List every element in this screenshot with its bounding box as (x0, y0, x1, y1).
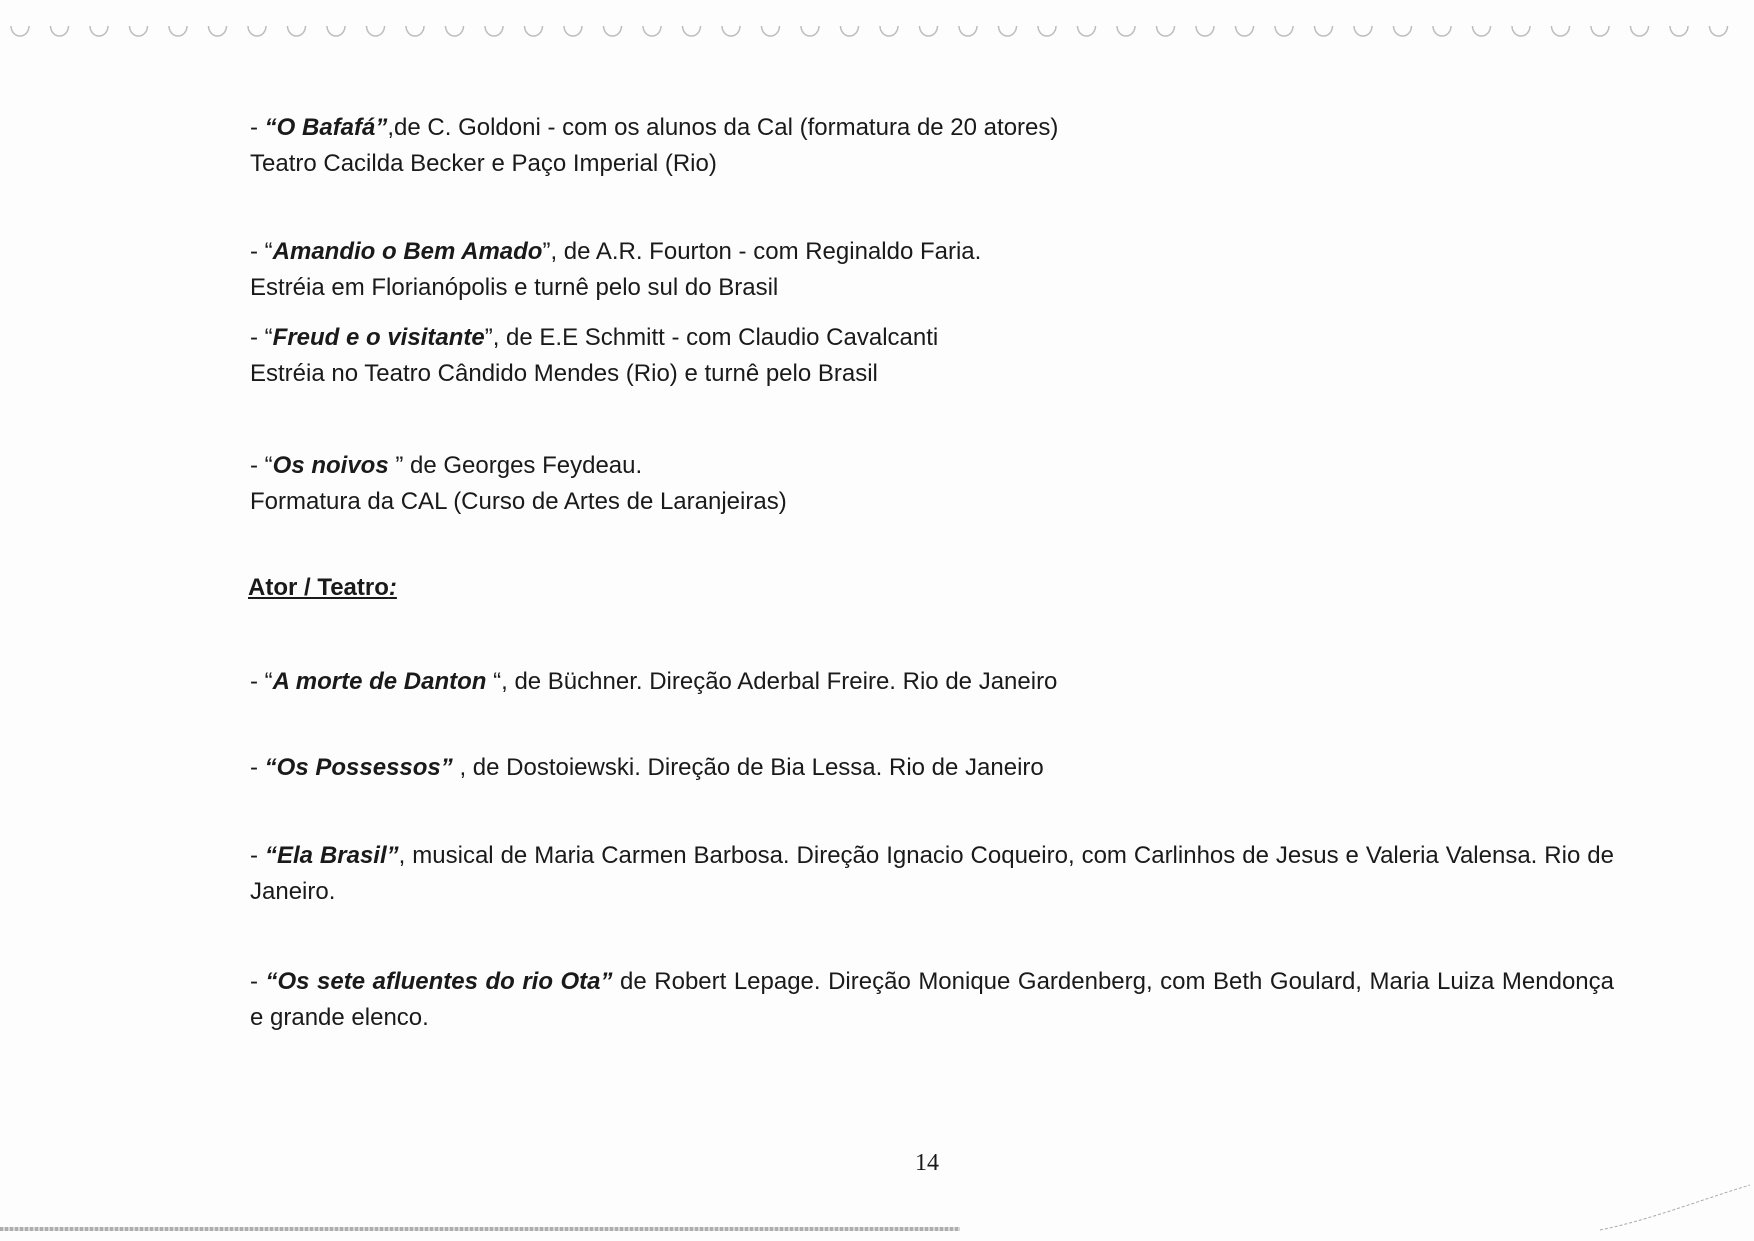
entry-prefix: - “ (250, 238, 273, 265)
binder-hole (1710, 26, 1728, 36)
entry-title: “O Bafafá” (264, 114, 388, 141)
binder-hole (1591, 26, 1609, 36)
entry-title: Amandio o Bem Amado (272, 238, 543, 265)
binder-hole (1236, 26, 1254, 36)
binder-hole (1433, 26, 1451, 36)
binder-hole (564, 26, 582, 36)
entry-title: A morte de Danton (272, 668, 494, 695)
entry-details: , musical de Maria Carmen Barbosa. Direção Ignacio Coqueiro, com Carlinhos de Jesus e Valeria Valensa. Rio de Janeiro. (250, 842, 1614, 905)
binder-hole (1670, 26, 1688, 36)
entry-amandio-o-bem-amado (250, 234, 981, 306)
binder-hole (288, 26, 306, 36)
entry-venue: Formatura da CAL (Curso de Artes de Laranjeiras) (250, 488, 787, 515)
binder-hole (841, 26, 859, 36)
binder-hole (1354, 26, 1372, 36)
section-heading-colon: : (388, 574, 397, 601)
entry-ela-brasil (250, 838, 1614, 910)
binder-hole (801, 26, 819, 36)
entry-venue: Teatro Cacilda Becker e Paço Imperial (Rio) (250, 150, 717, 177)
entry-title: “Os sete afluentes do rio Ota” (265, 968, 613, 995)
binder-hole (209, 26, 227, 36)
section-heading-ator-teatro (248, 570, 397, 606)
binder-hole (959, 26, 977, 36)
section-heading-text: Ator / Teatro (248, 574, 389, 601)
binder-hole (1473, 26, 1491, 36)
binder-hole (1117, 26, 1135, 36)
binder-hole (880, 26, 898, 36)
binder-hole (1394, 26, 1412, 36)
entry-prefix: - “ (250, 668, 273, 695)
binder-hole (1196, 26, 1214, 36)
binder-hole (485, 26, 503, 36)
binder-hole (51, 26, 69, 36)
entry-title: Freud e o visitante (272, 324, 485, 351)
binder-hole (762, 26, 780, 36)
scan-bottom-edge (0, 1227, 960, 1231)
binder-hole (525, 26, 543, 36)
binder-hole (248, 26, 266, 36)
entry-prefix: - (250, 114, 265, 141)
entry-freud-e-o-visitante (250, 320, 938, 392)
binder-hole (1038, 26, 1056, 36)
binder-hole (446, 26, 464, 36)
binder-hole (1315, 26, 1333, 36)
binder-holes-decoration (0, 4, 1754, 54)
entry-os-possessos (250, 750, 1044, 786)
entry-prefix: - “ (250, 324, 273, 351)
binder-hole (1275, 26, 1293, 36)
binder-hole (1157, 26, 1175, 36)
page-corner-curl (1590, 1180, 1754, 1241)
entry-title: Os noivos (272, 452, 396, 479)
binder-hole (367, 26, 385, 36)
binder-hole (1552, 26, 1570, 36)
entry-details: ”, de E.E Schmitt - com Claudio Cavalcanti (484, 324, 939, 351)
entry-details: , de Dostoiewski. Direção de Bia Lessa. Rio de Janeiro (452, 754, 1044, 781)
binder-hole (643, 26, 661, 36)
entry-details: de Robert Lepage. Direção Monique Gardenberg, com Beth Goulard, Maria Luiza Mendonça e grande elenco. (250, 968, 1614, 1031)
entry-details: ” de Georges Feydeau. (395, 452, 643, 479)
binder-hole (130, 26, 148, 36)
binder-hole (169, 26, 187, 36)
entry-title: “Os Possessos” (264, 754, 453, 781)
binder-hole (327, 26, 345, 36)
entry-prefix: - (250, 968, 266, 995)
binder-hole (683, 26, 701, 36)
binder-hole (1078, 26, 1096, 36)
entry-os-sete-afluentes (250, 964, 1614, 1036)
binder-hole (999, 26, 1017, 36)
binder-hole (722, 26, 740, 36)
entry-prefix: - (250, 754, 265, 781)
entry-details: “, de Büchner. Direção Aderbal Freire. Rio de Janeiro (493, 668, 1058, 695)
binder-hole (406, 26, 424, 36)
entry-os-noivos (250, 448, 787, 520)
binder-hole (604, 26, 622, 36)
binder-hole (90, 26, 108, 36)
entry-prefix: - (250, 842, 265, 869)
page-number: 14 (915, 1150, 939, 1176)
entry-a-morte-de-danton (250, 664, 1057, 700)
binder-hole (11, 26, 29, 36)
entry-prefix: - “ (250, 452, 273, 479)
binder-hole (920, 26, 938, 36)
entry-venue: Estréia em Florianópolis e turnê pelo sul do Brasil (250, 274, 779, 301)
entry-details: ”, de A.R. Fourton - com Reginaldo Faria. (542, 238, 982, 265)
entry-details: ,de C. Goldoni - com os alunos da Cal (formatura de 20 atores) (387, 114, 1059, 141)
entry-o-bafafa (250, 110, 1058, 182)
binder-hole (1631, 26, 1649, 36)
entry-venue: Estréia no Teatro Cândido Mendes (Rio) e turnê pelo Brasil (250, 360, 878, 387)
binder-hole (1512, 26, 1530, 36)
entry-title: “Ela Brasil” (264, 842, 399, 869)
